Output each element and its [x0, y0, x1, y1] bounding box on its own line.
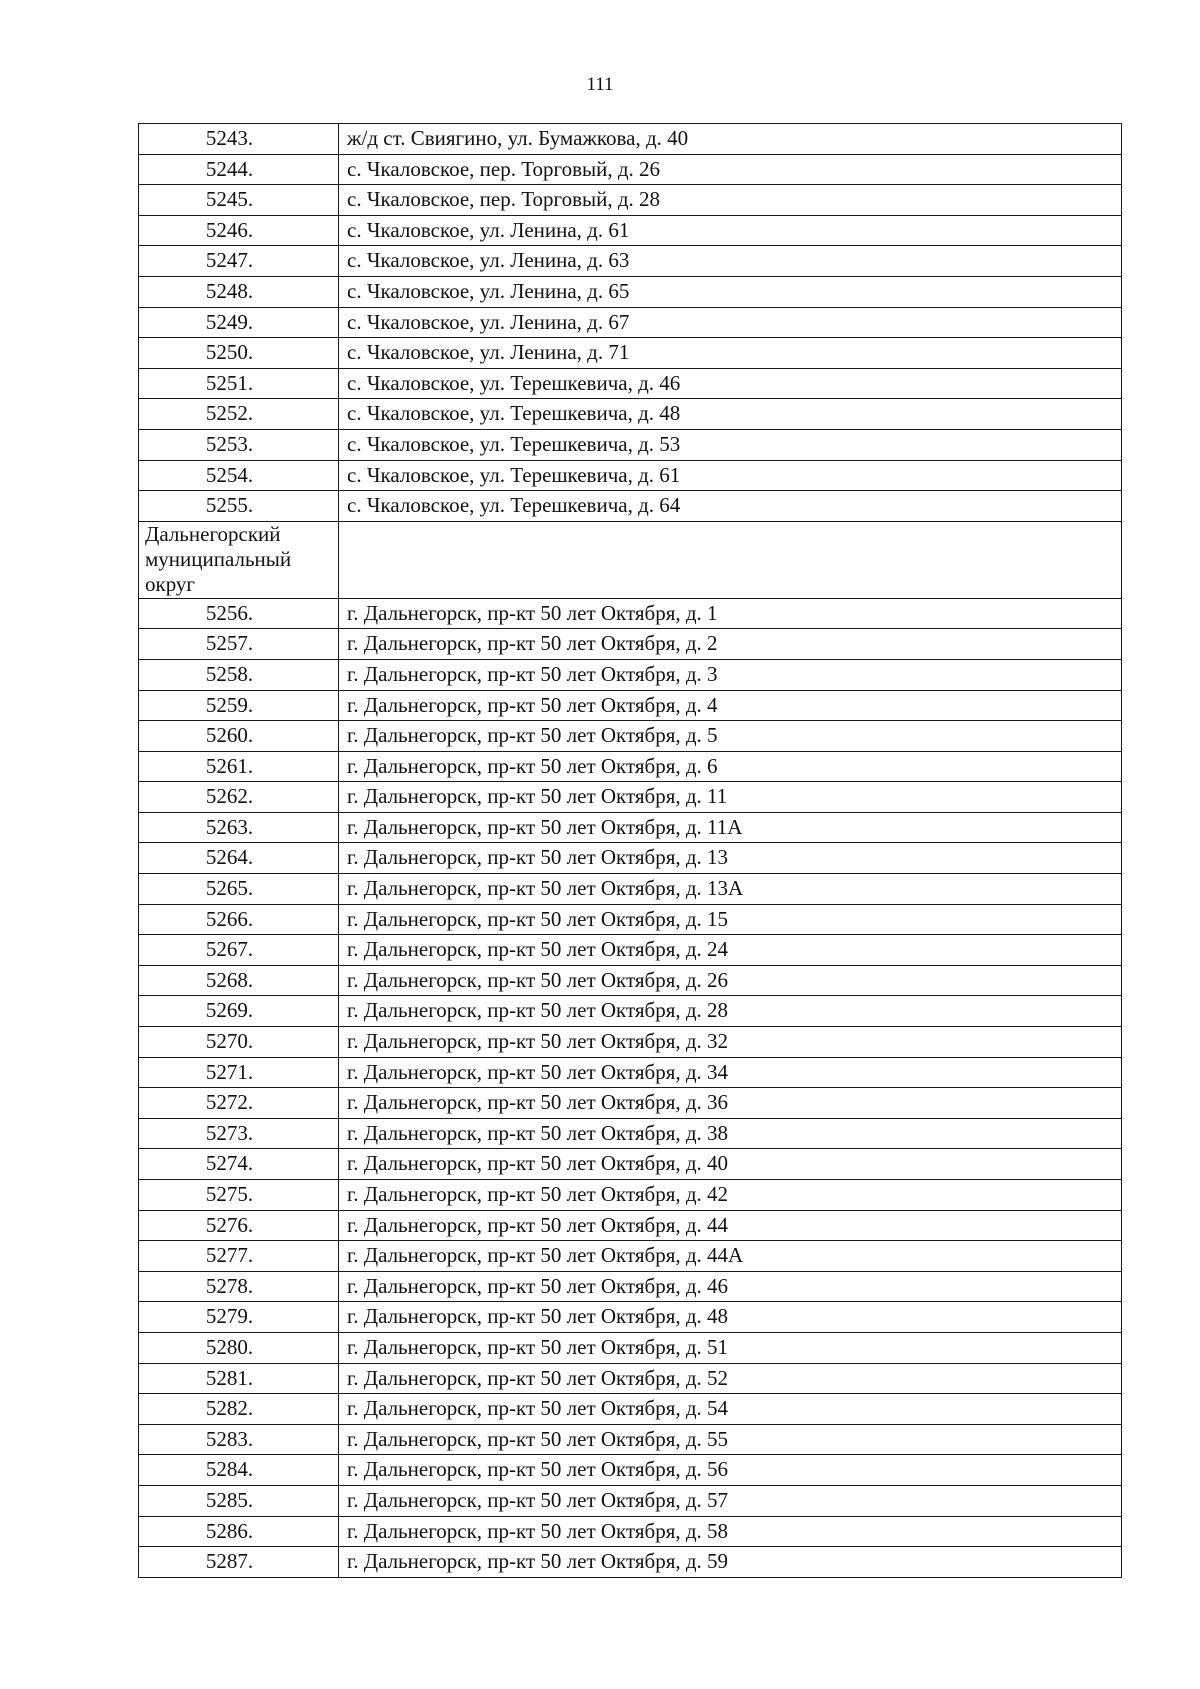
row-address: г. Дальнегорск, пр-кт 50 лет Октября, д. 24: [339, 935, 1122, 966]
row-address: г. Дальнегорск, пр-кт 50 лет Октября, д. 15: [339, 904, 1122, 935]
row-number: 5268.: [139, 965, 339, 996]
row-address: г. Дальнегорск, пр-кт 50 лет Октября, д. 36: [339, 1088, 1122, 1119]
row-address: г. Дальнегорск, пр-кт 50 лет Октября, д. 32: [339, 1027, 1122, 1058]
row-address: г. Дальнегорск, пр-кт 50 лет Октября, д. 38: [339, 1118, 1122, 1149]
row-address: с. Чкаловское, ул. Ленина, д. 61: [339, 215, 1122, 246]
table-row: [139, 491, 1122, 522]
table-row: [139, 782, 1122, 813]
row-number: 5272.: [139, 1088, 339, 1119]
table-row: [139, 659, 1122, 690]
row-number: 5256.: [139, 598, 339, 629]
row-number: 5287.: [139, 1547, 339, 1578]
row-number: 5249.: [139, 307, 339, 338]
row-address: ж/д ст. Свиягино, ул. Бумажкова, д. 40: [339, 124, 1122, 155]
row-number: 5262.: [139, 782, 339, 813]
table-row: [139, 1118, 1122, 1149]
row-number: 5250.: [139, 338, 339, 369]
row-address: с. Чкаловское, ул. Ленина, д. 67: [339, 307, 1122, 338]
table-row: [139, 1516, 1122, 1547]
row-number: 5247.: [139, 246, 339, 277]
row-number: 5259.: [139, 690, 339, 721]
row-number: 5261.: [139, 751, 339, 782]
row-number: 5269.: [139, 996, 339, 1027]
row-number: 5245.: [139, 185, 339, 216]
row-address: г. Дальнегорск, пр-кт 50 лет Октября, д. 57: [339, 1485, 1122, 1516]
row-address: г. Дальнегорск, пр-кт 50 лет Октября, д. 51: [339, 1332, 1122, 1363]
table-row: [139, 1057, 1122, 1088]
row-address: г. Дальнегорск, пр-кт 50 лет Октября, д. 54: [339, 1394, 1122, 1425]
table-row: [139, 429, 1122, 460]
row-address: г. Дальнегорск, пр-кт 50 лет Октября, д. 48: [339, 1302, 1122, 1333]
table-row: [139, 399, 1122, 430]
row-number: 5244.: [139, 154, 339, 185]
table-row: [139, 215, 1122, 246]
table-row: [139, 124, 1122, 155]
row-number: 5286.: [139, 1516, 339, 1547]
row-address: с. Чкаловское, пер. Торговый, д. 28: [339, 185, 1122, 216]
row-number: 5276.: [139, 1210, 339, 1241]
row-address: с. Чкаловское, ул. Ленина, д. 65: [339, 276, 1122, 307]
table-row: [139, 965, 1122, 996]
row-number: 5282.: [139, 1394, 339, 1425]
table-row: [139, 812, 1122, 843]
row-address: г. Дальнегорск, пр-кт 50 лет Октября, д. 13: [339, 843, 1122, 874]
table-row: [139, 1180, 1122, 1211]
table-row: [139, 460, 1122, 491]
row-address: г. Дальнегорск, пр-кт 50 лет Октября, д. 34: [339, 1057, 1122, 1088]
row-address: с. Чкаловское, ул. Ленина, д. 63: [339, 246, 1122, 277]
row-number: 5263.: [139, 812, 339, 843]
row-address: г. Дальнегорск, пр-кт 50 лет Октября, д. 42: [339, 1180, 1122, 1211]
row-number: 5278.: [139, 1271, 339, 1302]
row-address: г. Дальнегорск, пр-кт 50 лет Октября, д. 11: [339, 782, 1122, 813]
table-row: [139, 874, 1122, 905]
table-row: [139, 996, 1122, 1027]
table-row: [139, 1271, 1122, 1302]
row-number: 5279.: [139, 1302, 339, 1333]
table-row: [139, 629, 1122, 660]
address-table: [138, 123, 1122, 1578]
table-row: [139, 1363, 1122, 1394]
row-address: г. Дальнегорск, пр-кт 50 лет Октября, д. 55: [339, 1424, 1122, 1455]
row-number: 5253.: [139, 429, 339, 460]
table-row: [139, 368, 1122, 399]
row-number: 5274.: [139, 1149, 339, 1180]
row-number: 5248.: [139, 276, 339, 307]
row-number: 5260.: [139, 721, 339, 752]
table-row: [139, 690, 1122, 721]
table-row: [139, 185, 1122, 216]
row-address: с. Чкаловское, ул. Терешкевича, д. 61: [339, 460, 1122, 491]
row-number: 5255.: [139, 491, 339, 522]
row-address: г. Дальнегорск, пр-кт 50 лет Октября, д. 44: [339, 1210, 1122, 1241]
row-number: 5243.: [139, 124, 339, 155]
table-row: [139, 1210, 1122, 1241]
row-address: с. Чкаловское, пер. Торговый, д. 26: [339, 154, 1122, 185]
row-address: с. Чкаловское, ул. Терешкевича, д. 53: [339, 429, 1122, 460]
row-address: с. Чкаловское, ул. Терешкевича, д. 64: [339, 491, 1122, 522]
table-row: [139, 904, 1122, 935]
table-row: [139, 935, 1122, 966]
row-number: 5246.: [139, 215, 339, 246]
row-number: 5280.: [139, 1332, 339, 1363]
row-address: г. Дальнегорск, пр-кт 50 лет Октября, д. 11А: [339, 812, 1122, 843]
row-number: 5265.: [139, 874, 339, 905]
table-row: [139, 338, 1122, 369]
row-address: г. Дальнегорск, пр-кт 50 лет Октября, д. 58: [339, 1516, 1122, 1547]
row-number: 5257.: [139, 629, 339, 660]
row-address: г. Дальнегорск, пр-кт 50 лет Октября, д. 13А: [339, 874, 1122, 905]
row-address: г. Дальнегорск, пр-кт 50 лет Октября, д. 40: [339, 1149, 1122, 1180]
row-number: 5285.: [139, 1485, 339, 1516]
table-row: [139, 1547, 1122, 1578]
row-number: 5252.: [139, 399, 339, 430]
table-row: [139, 246, 1122, 277]
row-address: г. Дальнегорск, пр-кт 50 лет Октября, д. 6: [339, 751, 1122, 782]
row-address: г. Дальнегорск, пр-кт 50 лет Октября, д. 4: [339, 690, 1122, 721]
row-address: г. Дальнегорск, пр-кт 50 лет Октября, д. 28: [339, 996, 1122, 1027]
table-row: [139, 1302, 1122, 1333]
row-address: с. Чкаловское, ул. Ленина, д. 71: [339, 338, 1122, 369]
row-address: г. Дальнегорск, пр-кт 50 лет Октября, д. 1: [339, 598, 1122, 629]
address-table-body: [139, 124, 1122, 1578]
table-row: [139, 751, 1122, 782]
row-number: 5273.: [139, 1118, 339, 1149]
row-number: 5267.: [139, 935, 339, 966]
table-row: [139, 1241, 1122, 1272]
row-address: г. Дальнегорск, пр-кт 50 лет Октября, д. 26: [339, 965, 1122, 996]
row-number: 5251.: [139, 368, 339, 399]
row-number: 5281.: [139, 1363, 339, 1394]
row-address: г. Дальнегорск, пр-кт 50 лет Октября, д. 3: [339, 659, 1122, 690]
table-row: [139, 843, 1122, 874]
table-row: [139, 1485, 1122, 1516]
row-address: г. Дальнегорск, пр-кт 50 лет Октября, д. 2: [339, 629, 1122, 660]
row-address: г. Дальнегорск, пр-кт 50 лет Октября, д. 46: [339, 1271, 1122, 1302]
section-header-row: [139, 521, 1122, 598]
row-number: 5284.: [139, 1455, 339, 1486]
table-row: [139, 307, 1122, 338]
row-number: 5266.: [139, 904, 339, 935]
table-row: [139, 276, 1122, 307]
table-row: [139, 1394, 1122, 1425]
row-number: 5264.: [139, 843, 339, 874]
table-row: [139, 598, 1122, 629]
table-row: [139, 721, 1122, 752]
row-number: 5275.: [139, 1180, 339, 1211]
row-number: 5283.: [139, 1424, 339, 1455]
page-number: 111: [586, 74, 614, 95]
row-address: г. Дальнегорск, пр-кт 50 лет Октября, д. 44А: [339, 1241, 1122, 1272]
section-empty-cell: [339, 521, 1122, 598]
row-address: г. Дальнегорск, пр-кт 50 лет Октября, д. 56: [339, 1455, 1122, 1486]
section-title: Дальнегорский муниципальный округ: [139, 521, 339, 598]
row-number: 5277.: [139, 1241, 339, 1272]
table-row: [139, 1332, 1122, 1363]
row-number: 5270.: [139, 1027, 339, 1058]
row-address: с. Чкаловское, ул. Терешкевича, д. 48: [339, 399, 1122, 430]
row-number: 5258.: [139, 659, 339, 690]
table-row: [139, 1424, 1122, 1455]
table-row: [139, 1455, 1122, 1486]
table-row: [139, 1149, 1122, 1180]
row-number: 5271.: [139, 1057, 339, 1088]
table-row: [139, 154, 1122, 185]
row-address: г. Дальнегорск, пр-кт 50 лет Октября, д. 59: [339, 1547, 1122, 1578]
row-address: г. Дальнегорск, пр-кт 50 лет Октября, д. 52: [339, 1363, 1122, 1394]
row-address: г. Дальнегорск, пр-кт 50 лет Октября, д. 5: [339, 721, 1122, 752]
table-row: [139, 1027, 1122, 1058]
row-number: 5254.: [139, 460, 339, 491]
row-address: с. Чкаловское, ул. Терешкевича, д. 46: [339, 368, 1122, 399]
table-row: [139, 1088, 1122, 1119]
